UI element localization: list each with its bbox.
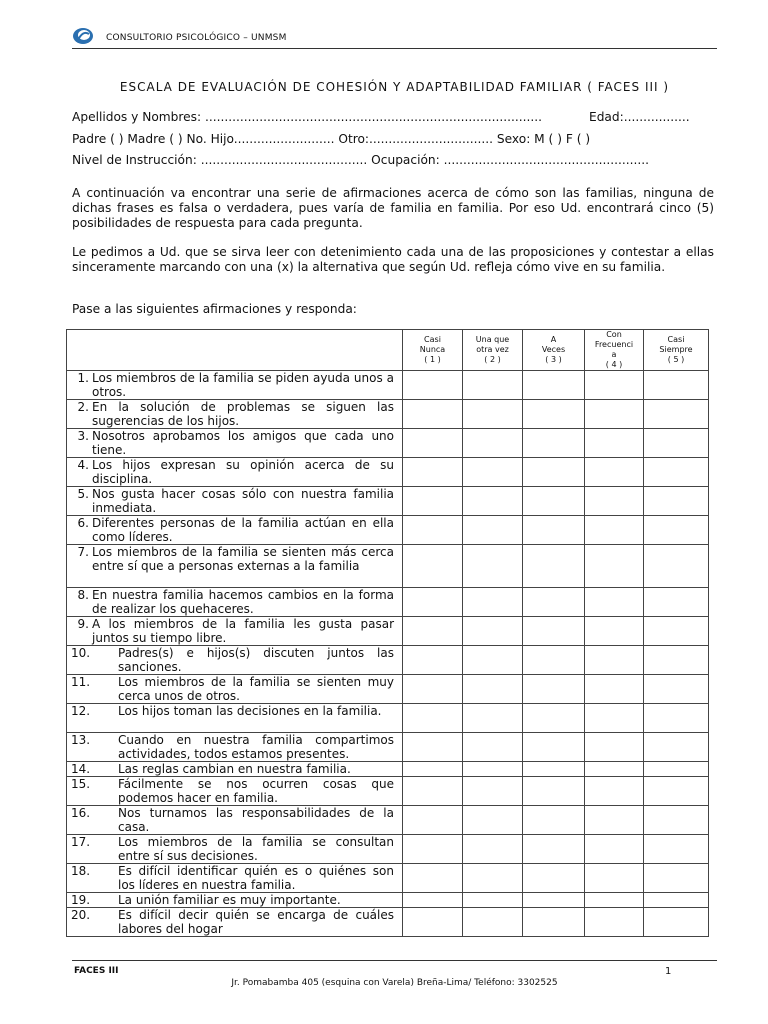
answer-cell[interactable] [403, 617, 463, 646]
answer-cell[interactable] [463, 733, 523, 762]
column-header: Con Frecuenci a ( 4 ) [585, 330, 644, 371]
answer-cell[interactable] [523, 429, 585, 458]
column-header: Casi Siempre ( 5 ) [644, 330, 709, 371]
answer-cell[interactable] [644, 835, 709, 864]
table-row [67, 545, 709, 588]
answer-cell[interactable] [463, 704, 523, 733]
item-text: Nos gusta hacer cosas sólo con nuestra familia inmediata. [92, 487, 394, 515]
unmsm-logo-icon [72, 26, 94, 46]
answer-cell[interactable] [463, 777, 523, 806]
answer-cell[interactable] [523, 516, 585, 545]
answer-cell[interactable] [523, 646, 585, 675]
answer-cell[interactable] [523, 400, 585, 429]
answer-cell[interactable] [523, 675, 585, 704]
answer-cell[interactable] [463, 835, 523, 864]
answer-cell[interactable] [585, 371, 644, 400]
item-number: 12. [71, 704, 91, 718]
answer-cell[interactable] [403, 733, 463, 762]
answer-cell[interactable] [403, 762, 463, 777]
answer-cell[interactable] [523, 458, 585, 487]
instructions-paragraph: Le pedimos a Ud. que se sirva leer con detenimiento cada una de las proposiciones y contestar a ellas sinceramente marcando con una (x) la alternativa que según Ud. refleja cómo vive en su familia. [72, 245, 714, 274]
item-text: Los miembros de la familia se consultan entre sí sus decisiones. [118, 835, 394, 863]
item-text: Los miembros de la familia se sienten muy cerca unos de otros. [118, 675, 394, 703]
answer-cell[interactable] [463, 487, 523, 516]
field-row-names [72, 110, 717, 124]
item-text: Fácilmente se nos ocurren cosas que podemos hacer en familia. [118, 777, 394, 805]
item-statement [67, 617, 403, 646]
answer-cell[interactable] [523, 835, 585, 864]
answer-cell[interactable] [403, 516, 463, 545]
item-text: A los miembros de la familia les gusta pasar juntos su tiempo libre. [92, 617, 394, 645]
answer-cell[interactable] [585, 429, 644, 458]
answer-cell[interactable] [644, 429, 709, 458]
item-number: 1. [77, 371, 89, 385]
answer-cell[interactable] [644, 617, 709, 646]
answer-cell[interactable] [585, 487, 644, 516]
answer-cell[interactable] [644, 487, 709, 516]
answer-cell[interactable] [523, 806, 585, 835]
item-number: 8. [77, 588, 89, 602]
item-text: Los miembros de la familia se sienten más cerca entre sí que a personas externas a la familia [92, 545, 394, 573]
answer-cell[interactable] [403, 893, 463, 908]
answer-cell[interactable] [403, 487, 463, 516]
item-statement [67, 762, 403, 777]
column-header: Una que otra vez ( 2 ) [463, 330, 523, 371]
answer-cell[interactable] [523, 908, 585, 937]
item-number: 15. [71, 777, 91, 791]
answer-cell[interactable] [403, 835, 463, 864]
answer-cell[interactable] [463, 646, 523, 675]
table-row [67, 617, 709, 646]
answer-cell[interactable] [585, 545, 644, 588]
answer-cell[interactable] [523, 864, 585, 893]
header-title: CONSULTORIO PSICOLÓGICO – UNMSM [106, 33, 287, 43]
item-statement [67, 400, 403, 429]
answer-cell[interactable] [463, 400, 523, 429]
item-statement [67, 516, 403, 545]
item-text: Nos turnamos las responsabilidades de la casa. [118, 806, 394, 834]
answer-cell[interactable] [644, 864, 709, 893]
table-row [67, 864, 709, 893]
item-number: 19. [71, 893, 91, 907]
table-row [67, 806, 709, 835]
item-statement [67, 908, 403, 937]
answer-cell[interactable] [585, 762, 644, 777]
answer-cell[interactable] [644, 762, 709, 777]
answer-cell[interactable] [585, 864, 644, 893]
footer-address: Jr. Pomabamba 405 (esquina con Varela) Breña-Lima/ Teléfono: 3302525 [231, 978, 558, 988]
item-number: 4. [77, 458, 89, 472]
answer-cell[interactable] [585, 400, 644, 429]
answer-cell[interactable] [644, 806, 709, 835]
item-text: La unión familiar es muy importante. [118, 893, 341, 907]
item-number: 2. [77, 400, 89, 414]
item-text: Las reglas cambian en nuestra familia. [118, 762, 351, 776]
item-number: 20. [71, 908, 91, 922]
item-text: Es difícil identificar quién es o quiénes son los líderes en nuestra familia. [118, 864, 394, 892]
table-row [67, 835, 709, 864]
page-number: 1 [665, 966, 672, 977]
answer-cell[interactable] [523, 487, 585, 516]
answer-cell[interactable] [585, 777, 644, 806]
item-text: Los hijos expresan su opinión acerca de su disciplina. [92, 458, 394, 486]
item-text: Nosotros aprobamos los amigos que cada uno tiene. [92, 429, 394, 457]
answer-cell[interactable] [463, 762, 523, 777]
answer-cell[interactable] [585, 675, 644, 704]
table-row [67, 588, 709, 617]
item-number: 16. [71, 806, 91, 820]
item-statement [67, 777, 403, 806]
answer-cell[interactable] [644, 371, 709, 400]
item-statement [67, 371, 403, 400]
answer-cell[interactable] [523, 704, 585, 733]
item-text: Cuando en nuestra familia compartimos actividades, todos estamos presentes. [118, 733, 394, 761]
answer-cell[interactable] [403, 908, 463, 937]
item-number: 13. [71, 733, 91, 747]
answer-cell[interactable] [644, 516, 709, 545]
answer-cell[interactable] [585, 458, 644, 487]
item-number: 3. [77, 429, 89, 443]
answer-cell[interactable] [523, 545, 585, 588]
answer-cell[interactable] [403, 458, 463, 487]
item-number: 18. [71, 864, 91, 878]
answer-cell[interactable] [523, 762, 585, 777]
item-text: Diferentes personas de la familia actúan en ella como líderes. [92, 516, 394, 544]
table-row [67, 908, 709, 937]
answer-cell[interactable] [403, 806, 463, 835]
table-row [67, 400, 709, 429]
table-row [67, 893, 709, 908]
item-statement [67, 646, 403, 675]
answer-cell[interactable] [585, 516, 644, 545]
answer-cell[interactable] [463, 908, 523, 937]
table-row [67, 646, 709, 675]
answer-cell[interactable] [523, 733, 585, 762]
answer-cell[interactable] [585, 617, 644, 646]
table-row [67, 675, 709, 704]
answer-cell[interactable] [585, 806, 644, 835]
answer-cell[interactable] [403, 777, 463, 806]
table-row [67, 777, 709, 806]
answer-cell[interactable] [463, 893, 523, 908]
answer-cell[interactable] [403, 646, 463, 675]
answer-cell[interactable] [463, 458, 523, 487]
answer-cell[interactable] [463, 864, 523, 893]
item-text: Es difícil decir quién se encarga de cuáles labores del hogar [118, 908, 394, 936]
item-statement [67, 864, 403, 893]
field-row-education: Nivel de Instrucción: ........................................... Ocupación: ..................................................... [72, 153, 649, 167]
answer-cell[interactable] [644, 675, 709, 704]
answer-cell[interactable] [403, 371, 463, 400]
answer-cell[interactable] [644, 893, 709, 908]
answer-cell[interactable] [644, 646, 709, 675]
column-header: Casi Nunca ( 1 ) [403, 330, 463, 371]
answer-cell[interactable] [523, 588, 585, 617]
answer-cell[interactable] [644, 588, 709, 617]
answer-cell[interactable] [585, 835, 644, 864]
item-number: 9. [77, 617, 89, 631]
answer-cell[interactable] [403, 704, 463, 733]
table-row [67, 429, 709, 458]
answer-cell[interactable] [463, 371, 523, 400]
answer-cell[interactable] [644, 733, 709, 762]
item-statement [67, 545, 403, 588]
item-statement [67, 458, 403, 487]
answer-cell[interactable] [644, 400, 709, 429]
answer-cell[interactable] [523, 777, 585, 806]
document-title: ESCALA DE EVALUACIÓN DE COHESIÓN Y ADAPTABILIDAD FAMILIAR ( FACES III ) [119, 80, 670, 94]
item-number: 6. [77, 516, 89, 530]
table-row [67, 733, 709, 762]
item-text: Los miembros de la familia se piden ayuda unos a otros. [92, 371, 394, 399]
footer-label: FACES III [74, 966, 119, 976]
header-blank-cell [67, 330, 403, 371]
answer-cell[interactable] [585, 733, 644, 762]
item-statement [67, 806, 403, 835]
answer-cell[interactable] [644, 458, 709, 487]
answer-cell[interactable] [644, 545, 709, 588]
answer-cell[interactable] [585, 893, 644, 908]
table-row [67, 762, 709, 777]
item-number: 11. [71, 675, 91, 689]
table-row [67, 458, 709, 487]
answer-cell[interactable] [585, 908, 644, 937]
footer-divider [72, 960, 717, 961]
item-statement [67, 429, 403, 458]
intro-paragraph: A continuación va encontrar una serie de afirmaciones acerca de cómo son las familias, ninguna de dichas frases es falsa o verdadera, pues varía de familia en familia. Por eso Ud. encontrará cinco (5) posibilidades de respuesta para cada pregunta. [72, 186, 714, 230]
answer-cell[interactable] [463, 617, 523, 646]
answer-cell[interactable] [463, 429, 523, 458]
response-table [66, 329, 709, 937]
answer-cell[interactable] [463, 806, 523, 835]
item-statement [67, 733, 403, 762]
item-statement [67, 704, 403, 733]
answer-cell[interactable] [585, 646, 644, 675]
answer-cell[interactable] [403, 545, 463, 588]
answer-cell[interactable] [463, 675, 523, 704]
page-header [72, 26, 717, 49]
item-statement [67, 588, 403, 617]
answer-cell[interactable] [644, 908, 709, 937]
answer-cell[interactable] [463, 588, 523, 617]
answer-cell[interactable] [463, 516, 523, 545]
item-number: 14. [71, 762, 91, 776]
field-row-parents: Padre ( ) Madre ( ) No. Hijo.......................... Otro:................................ Sexo: M ( ) F ( ) [72, 132, 591, 146]
answer-cell[interactable] [403, 864, 463, 893]
answer-cell[interactable] [523, 893, 585, 908]
item-number: 7. [77, 545, 89, 559]
answer-cell[interactable] [523, 371, 585, 400]
answer-cell[interactable] [644, 704, 709, 733]
answer-cell[interactable] [403, 400, 463, 429]
answer-cell[interactable] [403, 588, 463, 617]
item-text: Padres(s) e hijos(s) discuten juntos las sanciones. [118, 646, 394, 674]
answer-cell[interactable] [463, 545, 523, 588]
table-row [67, 704, 709, 733]
item-statement [67, 487, 403, 516]
item-statement [67, 835, 403, 864]
table-row [67, 371, 709, 400]
item-text: En nuestra familia hacemos cambios en la forma de realizar los quehaceres. [92, 588, 394, 616]
item-text: En la solución de problemas se siguen las sugerencias de los hijos. [92, 400, 394, 428]
answer-cell[interactable] [585, 704, 644, 733]
table-row [67, 516, 709, 545]
field-age: Edad:................. [589, 110, 690, 124]
prompt-paragraph: Pase a las siguientes afirmaciones y responda: [72, 302, 357, 316]
answer-cell[interactable] [523, 617, 585, 646]
answer-cell[interactable] [403, 675, 463, 704]
answer-cell[interactable] [403, 429, 463, 458]
item-statement [67, 893, 403, 908]
item-number: 10. [71, 646, 91, 660]
item-statement [67, 675, 403, 704]
item-number: 5. [77, 487, 89, 501]
answer-cell[interactable] [585, 588, 644, 617]
answer-cell[interactable] [644, 777, 709, 806]
item-number: 17. [71, 835, 91, 849]
column-header: A Veces ( 3 ) [523, 330, 585, 371]
field-names: Apellidos y Nombres: ....................................................................................... [72, 110, 543, 124]
item-text: Los hijos toman las decisiones en la familia. [118, 704, 382, 718]
table-header-row [67, 330, 709, 371]
table-row [67, 487, 709, 516]
